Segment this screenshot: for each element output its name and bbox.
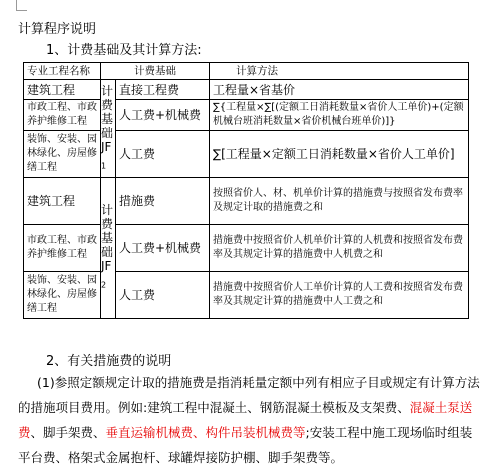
row-project-name: 装饰、安装、园林绿化、房屋修缮工程 (24, 131, 101, 178)
paragraph-text-part1: (1)参照定额规定计取的措施费是指消耗量定额中列有相应子目或规定有计算方法的措施项目费用。例如:建筑工程中混凝土、钢筋混凝土模板及支架费、 (18, 375, 480, 415)
row-project-name: 建筑工程 (24, 178, 101, 225)
row-project-name: 市政工程、市政养护维修工程 (24, 225, 101, 272)
header-cell-method: 计算方法 (210, 63, 469, 80)
section-heading-2: 2、有关措施费的说明 (46, 354, 172, 369)
row-basis: 直接工程费 (116, 80, 210, 100)
fee-basis-table (23, 62, 469, 319)
highlight-text-machinery: 垂直运输机械费、构件吊装机械费等 (105, 425, 306, 440)
table-row (24, 178, 469, 225)
table-row (24, 225, 469, 272)
row-project-name: 装饰、安装、园林绿化、房屋修缮工程 (24, 272, 101, 319)
paragraph-text-part3: ;安装工程中施工现场临时组装平台费、格架式金属抱杆、球罐焊接防护棚、脚手架费等。 (18, 425, 473, 465)
section-heading-1: 1、计费基础及其计算方法: (46, 43, 202, 58)
document-title: 计算程序说明 (18, 22, 97, 37)
table-header-row (24, 63, 469, 80)
row-basis: 措施费 (116, 178, 210, 225)
measure-fee-paragraph (18, 370, 484, 470)
row-project-name: 建筑工程 (24, 80, 101, 100)
highlight-text-pumping: 混凝土泵送费 (18, 400, 473, 440)
row-basis: 人工费 (116, 272, 210, 319)
table-row (24, 100, 469, 131)
jf2-label-cell (101, 178, 116, 319)
row-basis: 人工费 (116, 131, 210, 178)
jf1-label-cell (101, 80, 116, 178)
table-row (24, 272, 469, 319)
row-method: 按照省价人、材、机单价计算的措施费与按照省发布费率及规定计取的措施费之和 (210, 178, 469, 225)
jf1-subscript: 1 (101, 161, 107, 171)
header-cell-project: 专业工程名称 (24, 63, 101, 80)
paragraph-text-part2: 、脚手架费、 (30, 425, 106, 440)
row-method: ∑{工程量×∑[(定额工日消耗数量×省价人工单价)+(定额机械台班消耗数量×省价机械台班单价)]} (210, 100, 469, 131)
jf2-label: 计费基础JF (101, 203, 114, 274)
table-row (24, 131, 469, 178)
table-row (24, 80, 469, 100)
row-basis: 人工费+机械费 (116, 100, 210, 131)
jf1-label: 计费基础JF (101, 83, 114, 154)
page-corner-mark (16, 0, 27, 11)
row-basis: 人工费+机械费 (116, 225, 210, 272)
row-method: 工程量×省基价 (210, 80, 469, 100)
row-method: 措施费中按照省价人机单价计算的人机费和按照省发布费率及其规定计算的措施费中人机费之和 (210, 225, 469, 272)
header-cell-basis: 计费基础 (101, 63, 210, 80)
jf2-subscript: 2 (101, 280, 107, 290)
row-method: ∑[工程量×定额工日消耗数量×省价人工单价] (210, 131, 469, 178)
row-method: 措施费中按照省价人工单价计算的人工费和按照省发布费率及其规定计算的措施费中人工费之和 (210, 272, 469, 319)
row-project-name: 市政工程、市政养护维修工程 (24, 100, 101, 131)
